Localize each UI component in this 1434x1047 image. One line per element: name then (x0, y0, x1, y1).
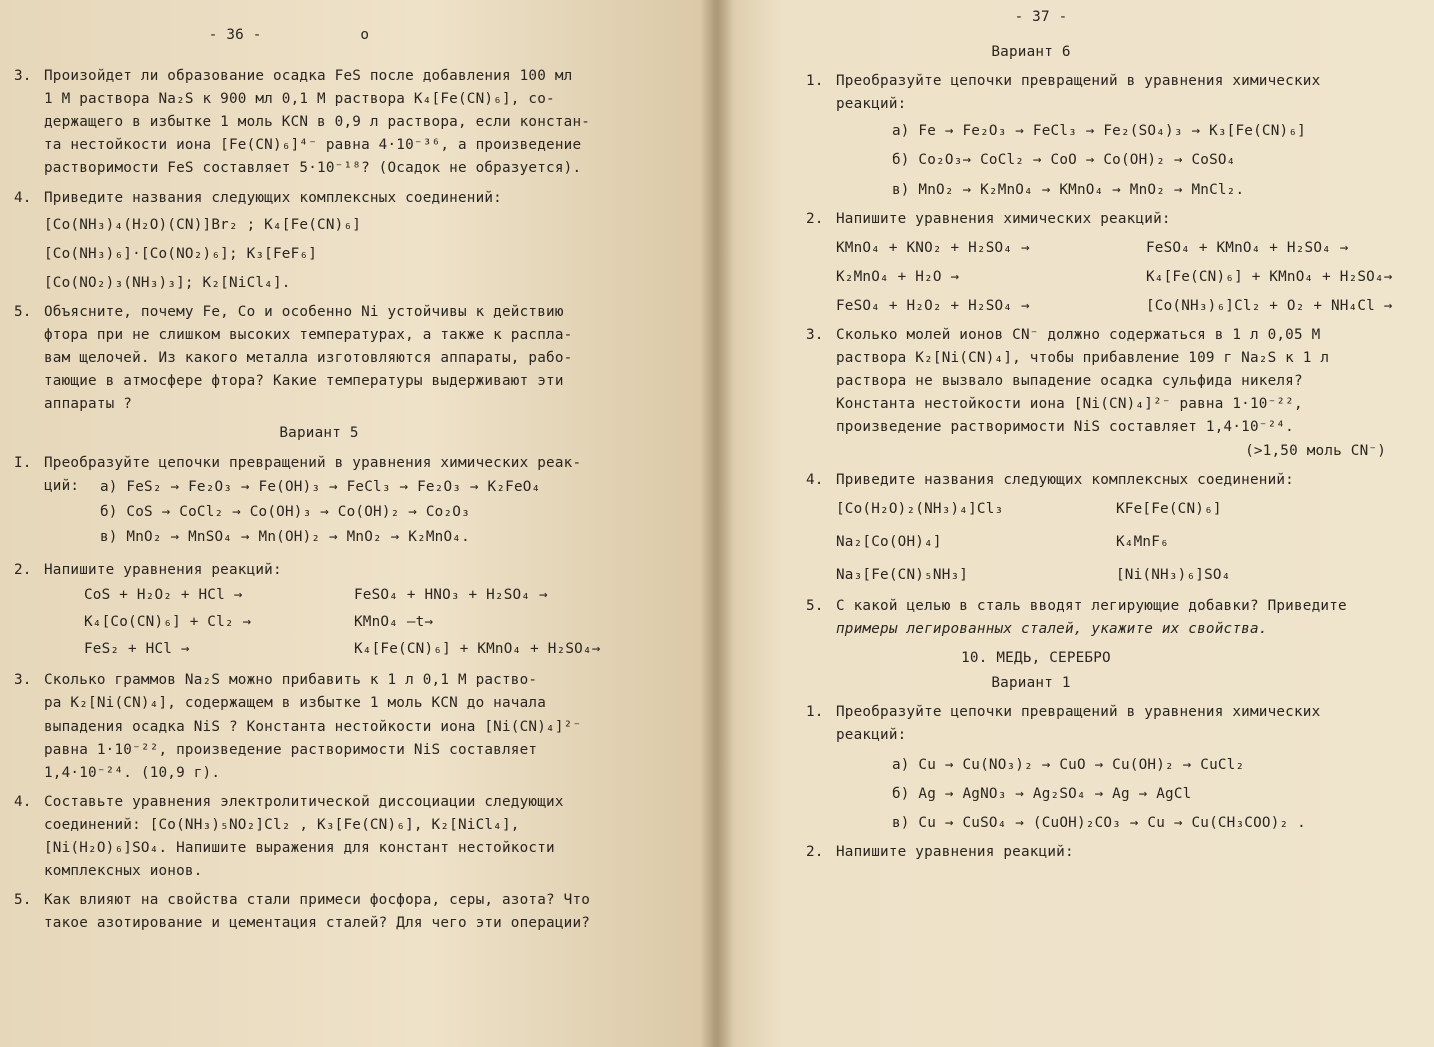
formula-row: [Co(NH₃)₆]·[Co(NO₂)₆]; K₃[FeF₆] (44, 245, 318, 262)
compound: KFe[Fe(CN)₆] (1116, 500, 1222, 517)
reaction-chain: б) Co₂O₃→ CoCl₂ → CoO → Co(OH)₂ → CoSO₄ (892, 152, 1236, 169)
equation: FeSO₄ + KMnO₄ + H₂SO₄ → (1146, 239, 1349, 256)
reaction-chain: б) CoS → CoCl₂ → Co(OH)₃ → Co(OH)₂ → Co₂O₃ (100, 503, 470, 520)
equation: FeSO₄ + HNO₃ + H₂SO₄ → (354, 587, 548, 604)
equation: FeS₂ + HCl → (84, 641, 190, 658)
question-4: 4. Приведите названия следующих комплексных соединений: [Co(NH₃)₄(H₂O)(CN)]Br₂ ; K₄[Fe(CN)₆] [Co(NH₃)₆]·[Co(NO₂)₆]; K₃[FeF₆] [Co(NO₂)₃(NH₃)₃]; K₂[NiCl₄]. (14, 187, 704, 295)
left-page-content (14, 24, 704, 941)
page-number-left: - 36 - о (208, 27, 370, 43)
reaction-chain: в) MnO₂ → MnSO₄ → Mn(OH)₂ → MnO₂ → K₂MnO₄. (100, 528, 470, 545)
answer: (>1,50 моль CN⁻) (1245, 442, 1386, 459)
book-gutter (700, 0, 734, 1047)
compound: [Ni(NH₃)₆]SO₄ (1116, 566, 1231, 583)
equation: K₄[Co(CN)₆] + Cl₂ → (84, 614, 252, 631)
equations-grid (44, 584, 704, 661)
variant-heading: Вариант 1 (991, 675, 1071, 692)
section10-question-1: 1. Преобразуйте цепочки превращений в уравнения химических реакций: а) Cu → Cu(NO₃)₂ → CuO → Cu(OH)₂ → CuCl₂ б) Ag → AgNO₃ → Ag₂SO₄ → Ag → AgCl в) Cu → CuSO₄ → (CuOH)₂CO₃ → Cu → Cu(CH₃COO)₂ . (806, 701, 1416, 834)
variant6-question-4: 4. Приведите названия следующих комплексных соединений: (806, 471, 1294, 488)
compounds-grid (836, 498, 1416, 587)
reaction-chain: а) Cu → Cu(NO₃)₂ → CuO → Cu(OH)₂ → CuCl₂ (892, 756, 1245, 773)
variant6-question-3: 3. Сколько молей ионов CN⁻ должно содержаться в 1 л 0,05 М раствора K₂[Ni(CN)₄], чтобы прибавление 109 г Na₂S к 1 л раствора не вызвало выпадение осадка сульфида никеля? Константа нестойкости иона [Ni(CN)₄]²⁻ равна 1·10⁻²², произведение растворимости NiS составляет 1,4·10⁻²⁴. (>1,50 моль CN⁻) (806, 324, 1416, 463)
compound: Na₂[Co(OH)₄] (836, 533, 942, 550)
reaction-chain: а) FeS₂ → Fe₂O₃ → Fe(OH)₃ → FeCl₃ → Fe₂O₃ → K₂FeO₄ (100, 478, 541, 495)
question-3: 3. Произойдет ли образование осадка FeS после добавления 100 мл 1 М раствора Na₂S к 900 мл 0,1 М раствора K₄[Fe(CN)₆], со- держащего в избытке 1 моль KCN в 0,9 л раствора, если констан- та нестойкости иона [Fe(CN)₆]⁴⁻ равна 4·10⁻³⁶, а произведение растворимости FeS составляет 5·10⁻¹⁸? (Осадок не образуется). (14, 68, 591, 177)
compound: K₄MnF₆ (1116, 533, 1169, 550)
variant6-question-1: 1. Преобразуйте цепочки превращений в уравнения химических реакций: а) Fe → Fe₂O₃ → FeCl₃ → Fe₂(SO₄)₃ → K₃[Fe(CN)₆] б) Co₂O₃→ CoCl₂ → CoO → Co(OH)₂ → CoSO₄ в) MnO₂ → K₂MnO₄ → KMnO₄ → MnO₂ → MnCl₂. (806, 70, 1416, 201)
reaction-chain: в) MnO₂ → K₂MnO₄ → KMnO₄ → MnO₂ → MnCl₂. (892, 181, 1245, 198)
formula-row: [Co(NO₂)₃(NH₃)₃]; K₂[NiCl₄]. (44, 274, 291, 291)
variant5-question-5: 5. Как влияют на свойства стали примеси фосфора, серы, азота? Что такое азотирование и цементация сталей? Для чего эти операции? (14, 892, 591, 932)
reaction-chain: в) Cu → CuSO₄ → (CuOH)₂CO₃ → Cu → Cu(CH₃COO)₂ . (892, 814, 1306, 831)
compound: [Co(H₂O)₂(NH₃)₄]Cl₃ (836, 500, 1004, 517)
equation: KMnO₄ + KNO₂ + H₂SO₄ → (836, 239, 1030, 256)
formula-row: [Co(NH₃)₄(H₂O)(CN)]Br₂ ; K₄[Fe(CN)₆] (44, 216, 362, 233)
equation: KMnO₄ —t→ (354, 614, 434, 631)
right-page-content (806, 6, 1416, 870)
equations-grid (836, 237, 1416, 318)
equation: [Co(NH₃)₆]Cl₂ + O₂ + NH₄Cl → (1146, 297, 1393, 314)
section10-question-2: 2. Напишите уравнения реакций: (806, 843, 1074, 860)
variant5-question-4: 4. Составьте уравнения электролитической диссоциации следующих соединений: [Co(NH₃)₅NO₂]Cl₂ , K₃[Fe(CN)₆], K₂[NiCl₄], [Ni(H₂O)₆]SO₄. Напишите выражения для констант нестойкости комплексных ионов. (14, 793, 564, 880)
reaction-chain: а) Fe → Fe₂O₃ → FeCl₃ → Fe₂(SO₄)₃ → K₃[Fe(CN)₆] (892, 123, 1306, 140)
question-5: 5. Объясните, почему Fe, Co и особенно Ni устойчивы к действию фтора при не слишком высоких температурах, а также к распла- вам щелочей. Из какого металла изготовляются аппараты, рабо- тающие в атмосфере фтора? Какие температуры выдерживают эти аппараты ? (14, 303, 573, 413)
equation: K₄[Fe(CN)₆] + KMnO₄ + H₂SO₄→ (1146, 268, 1393, 285)
variant5-question-1: I. Преобразуйте цепочки превращений в уравнения химических реак- ций: а) FeS₂ → Fe₂O₃ → Fe(OH)₃ → FeCl₃ → Fe₂O₃ → K₂FeO₄ б) CoS → CoCl₂ → Co(OH)₃ → Co(OH)₂ → Co₂O₃ в) MnO₂ → MnSO₄ → Mn(OH)₂ → MnO₂ → K₂MnO₄. (14, 452, 704, 549)
reaction-chain: б) Ag → AgNO₃ → Ag₂SO₄ → Ag → AgCl (892, 785, 1192, 802)
page-number-right: - 37 - (1014, 9, 1068, 25)
variant-heading: Вариант 5 (279, 425, 359, 442)
equation: K₄[Fe(CN)₆] + KMnO₄ + H₂SO₄→ (354, 641, 601, 658)
variant5-question-2: 2. Напишите уравнения реакций: CoS + H₂O₂ + HCl → FeSO₄ + HNO₃ + H₂SO₄ → K₄[Co(CN)₆] + Cl₂ → KMnO₄ —t→ FeS₂ + HCl → K₄[Fe(CN)₆] + KMnO₄ + H₂SO₄→ (14, 559, 704, 661)
variant6-question-5: 5. С какой целью в сталь вводят легирующие добавки? Приведите примеры легированных сталей, укажите их свойства. (806, 597, 1347, 638)
page-mark: о (360, 27, 370, 43)
variant-heading: Вариант 6 (991, 44, 1071, 61)
equation: FeSO₄ + H₂O₂ + H₂SO₄ → (836, 297, 1030, 314)
section-heading: 10. МЕДЬ, СЕРЕБРО (961, 650, 1111, 667)
variant5-question-3: 3. Сколько граммов Na₂S можно прибавить к 1 л 0,1 М раство- ра K₂[Ni(CN)₄], содержащем в избытке 1 моль KCN до начала выпадения осадка NiS ? Константа нестойкости иона [Ni(CN)₄]²⁻ равна 1·10⁻²², произведение растворимости NiS составляет 1,4·10⁻²⁴. (10,9 г). (14, 672, 582, 781)
equation: K₂MnO₄ + H₂O → (836, 268, 960, 285)
equation: CoS + H₂O₂ + HCl → (84, 587, 243, 604)
compound: Na₃[Fe(CN)₅NH₃] (836, 566, 969, 583)
variant6-question-2: 2. Напишите уравнения химических реакций: (806, 210, 1171, 227)
